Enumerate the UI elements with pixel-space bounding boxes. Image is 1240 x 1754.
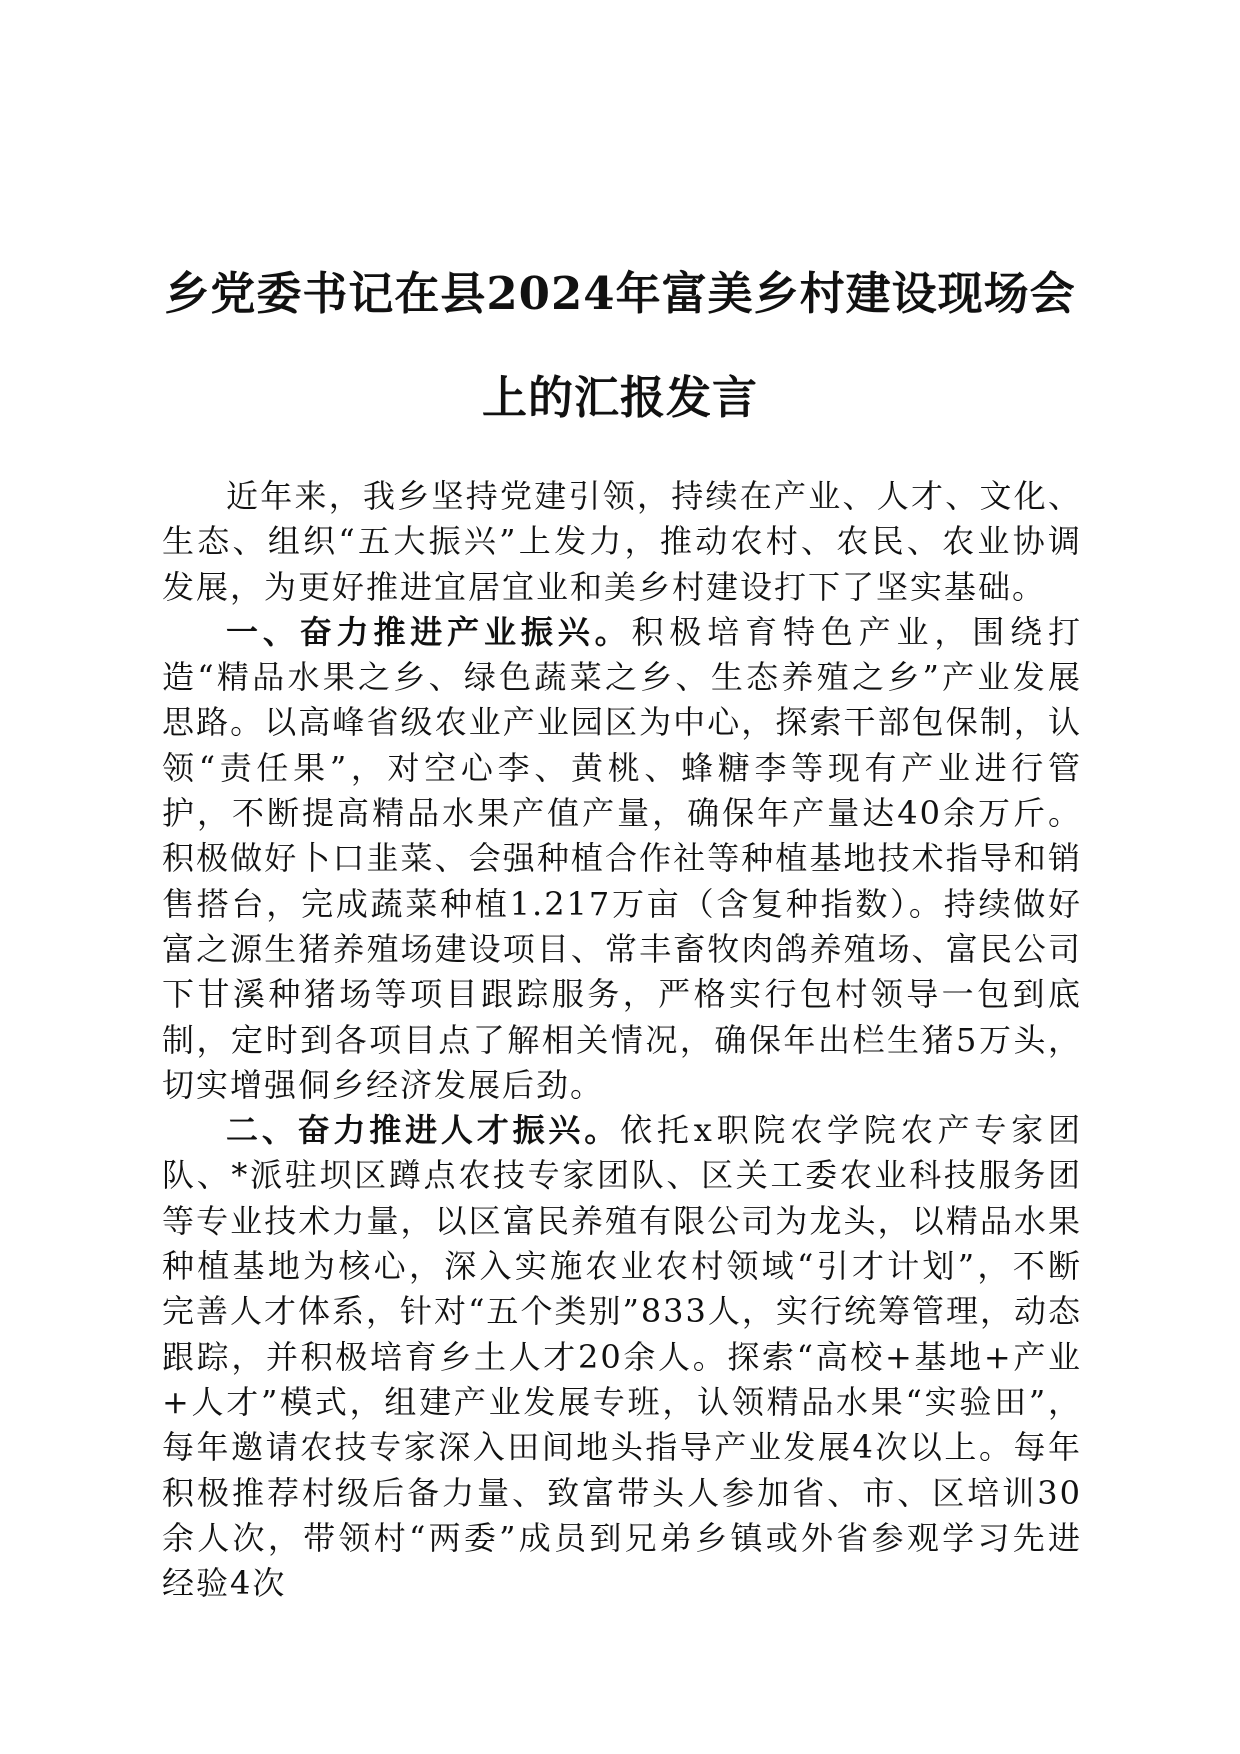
paragraph-text: 依托x职院农学院农产专家团队、*派驻坝区蹲点农技专家团队、区关工委农业科技服务团等专业技术力量，以区富民养殖有限公司为龙头，以精品水果种植基地为核心，深入实施农业农村领域“引才计划”，不断完善人才体系，针对“五个类别”833人，实行统筹管理，动态跟踪，并积极培育乡土人才20余人。探索“高校+基地+产业+人才”模式，组建产业发展专班，认领精品水果“实验田”，每年邀请农技专家深入田间地头指导产业发展4次以上。每年积极推荐村级后备力量、致富带头人参加省、市、区培训30余人次，带领村“两委”成员到兄弟乡镇或外省参观学习先进经验4次 (162, 1111, 1082, 1603)
title-line-2: 上的汇报发言 (481, 371, 758, 424)
paragraph-intro (162, 474, 1082, 610)
document-body (162, 474, 1082, 1606)
title-line-1: 乡党委书记在县2024年富美乡村建设现场会 (164, 267, 1076, 320)
document-title (150, 242, 1090, 450)
paragraph-industry (162, 610, 1082, 1108)
section-heading-talent: 二、奋力推进人才振兴。 (226, 1111, 621, 1150)
paragraph-text: 积极培育特色产业，围绕打造“精品水果之乡、绿色蔬菜之乡、生态养殖之乡”产业发展思路。以高峰省级农业产业园区为中心，探索干部包保制，认领“责任果”，对空心李、黄桃、蜂糖李等现有产业进行管护，不断提高精品水果产值产量，确保年产量达40余万斤。积极做好卜口韭菜、会强种植合作社等种植基地技术指导和销售搭台，完成蔬菜种植1.217万亩（含复种指数）。持续做好富之源生猪养殖场建设项目、常丰畜牧肉鸽养殖场、富民公司下甘溪种猪场等项目跟踪服务，严格实行包村领导一包到底制，定时到各项目点了解相关情况，确保年出栏生猪5万头，切实增强侗乡经济发展后劲。 (162, 612, 1082, 1104)
section-heading-industry: 一、奋力推进产业振兴。 (226, 612, 632, 651)
paragraph-talent (162, 1108, 1082, 1606)
paragraph-text: 近年来，我乡坚持党建引领，持续在产业、人才、文化、生态、组织“五大振兴”上发力，推动农村、农民、农业协调发展，为更好推进宜居宜业和美乡村建设打下了坚实基础。 (162, 477, 1082, 606)
